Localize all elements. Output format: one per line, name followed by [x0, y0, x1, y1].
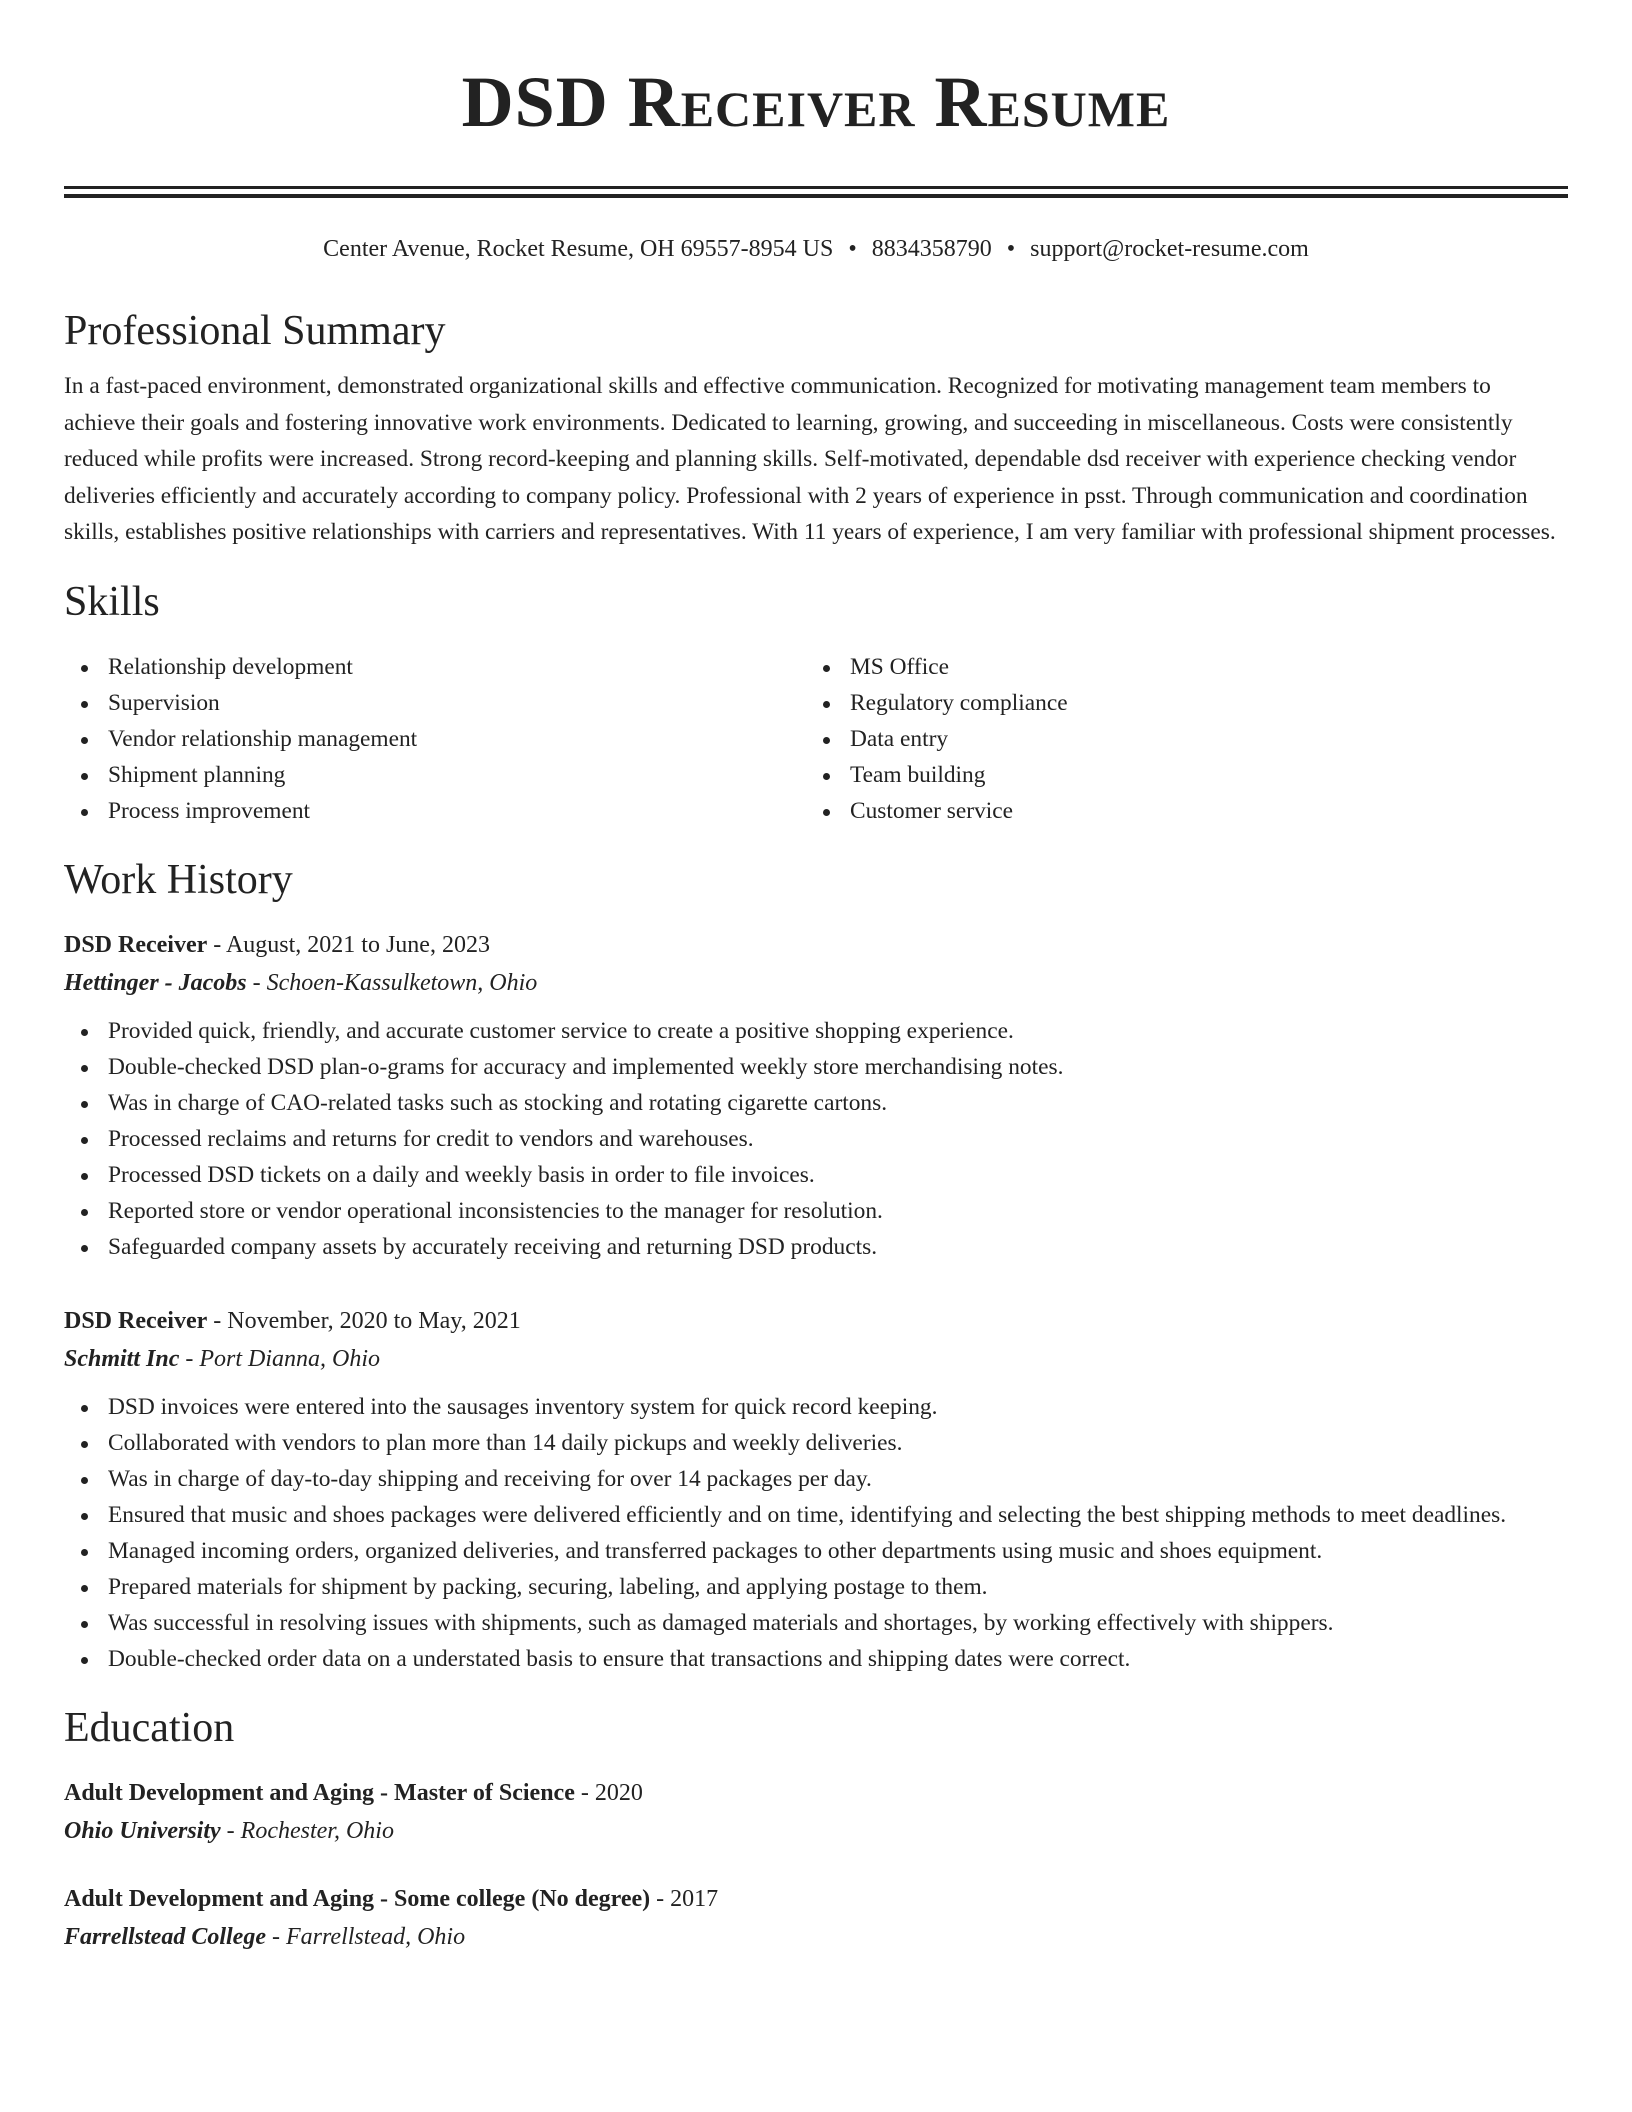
- contact-separator: •: [848, 236, 857, 262]
- job-company-line: [64, 1339, 1568, 1379]
- job-duty: Safeguarded company assets by accurately receiving and returning DSD products.: [64, 1229, 1568, 1265]
- job-dates: - November, 2020 to May, 2021: [213, 1307, 521, 1334]
- education-school-line: [64, 1917, 1568, 1957]
- job-entry: [64, 1303, 1568, 1677]
- education-school: Farrellstead College: [64, 1923, 266, 1950]
- section-heading-work-history: Work History: [64, 856, 293, 903]
- job-entry: [64, 927, 1568, 1265]
- job-duty: Managed incoming orders, organized deliveries, and transferred packages to other departments using music and shoes equipment.: [64, 1533, 1568, 1569]
- job-duty: Double-checked order data on a understated basis to ensure that transactions and shipping dates were correct.: [64, 1641, 1568, 1677]
- education-entry: [64, 1775, 1568, 1851]
- job-duty: DSD invoices were entered into the sausages inventory system for quick record keeping.: [64, 1389, 1568, 1425]
- education-location: - Rochester, Ohio: [226, 1817, 394, 1844]
- job-duty: Ensured that music and shoes packages were delivered efficiently and on time, identifying and selecting the best shipping methods to meet deadlines.: [64, 1497, 1568, 1533]
- summary-text: In a fast-paced environment, demonstrated organizational skills and effective communication. Recognized for motivating management team members to achieve their goals and fostering innovative work environments. Dedicated to learning, growing, and succeeding in miscellaneous. Costs were consistently reduced while profits were increased. Strong record-keeping and planning skills. Self-motivated, dependable dsd receiver with experience checking vendor deliveries efficiently and accurately according to company policy. Professional with 2 years of experience in psst. Through communication and coordination skills, establishes positive relationships with carriers and representatives. With 11 years of experience, I am very familiar with professional shipment processes.: [64, 373, 1556, 545]
- education-year: - 2017: [656, 1885, 719, 1912]
- job-duty: Was in charge of CAO-related tasks such as stocking and rotating cigarette cartons.: [64, 1085, 1568, 1121]
- skill-item: Customer service: [806, 793, 1548, 829]
- job-company: Schmitt Inc: [64, 1345, 180, 1372]
- section-heading-skills: Skills: [64, 578, 160, 625]
- job-duty: Processed reclaims and returns for credit to vendors and warehouses.: [64, 1121, 1568, 1157]
- job-company: Hettinger - Jacobs: [64, 969, 247, 996]
- job-title: DSD Receiver: [64, 931, 208, 958]
- education-year: - 2020: [580, 1779, 643, 1806]
- job-duty: Double-checked DSD plan-o-grams for accuracy and implemented weekly store merchandising notes.: [64, 1049, 1568, 1085]
- resume-title: DSD Receiver Resume: [461, 62, 1171, 142]
- education-entry: [64, 1881, 1568, 1957]
- job-dates: - August, 2021 to June, 2023: [213, 931, 490, 958]
- job-title-line: [64, 1303, 1568, 1339]
- skill-item: Supervision: [64, 685, 806, 721]
- job-duties: [64, 1013, 1568, 1265]
- education-degree: Adult Development and Aging - Master of Science: [64, 1779, 575, 1806]
- job-duty: Provided quick, friendly, and accurate customer service to create a positive shopping experience.: [64, 1013, 1568, 1049]
- education-degree-line: [64, 1881, 1568, 1917]
- job-duty: Collaborated with vendors to plan more than 14 daily pickups and weekly deliveries.: [64, 1425, 1568, 1461]
- section-heading-summary: Professional Summary: [64, 308, 446, 354]
- skill-item: Vendor relationship management: [64, 721, 806, 757]
- contact-address: Center Avenue, Rocket Resume, OH 69557-8954 US: [323, 236, 834, 262]
- job-duty: Processed DSD tickets on a daily and weekly basis in order to file invoices.: [64, 1157, 1568, 1193]
- job-duty: Was in charge of day-to-day shipping and receiving for over 14 packages per day.: [64, 1461, 1568, 1497]
- education-degree: Adult Development and Aging - Some college (No degree): [64, 1885, 651, 1912]
- job-duty: Was successful in resolving issues with shipments, such as damaged materials and shortages, by working effectively with shippers.: [64, 1605, 1568, 1641]
- job-company-line: [64, 963, 1568, 1003]
- education-school: Ohio University: [64, 1817, 221, 1844]
- job-title: DSD Receiver: [64, 1307, 208, 1334]
- skill-item: MS Office: [806, 649, 1548, 685]
- education-location: - Farrellstead, Ohio: [271, 1923, 466, 1950]
- education-school-line: [64, 1811, 1568, 1851]
- skill-item: Data entry: [806, 721, 1548, 757]
- title-divider-bottom: [64, 194, 1568, 198]
- job-title-line: [64, 927, 1568, 963]
- section-heading-education: Education: [64, 1704, 235, 1751]
- contact-separator: •: [1006, 236, 1016, 262]
- job-location: - Port Dianna, Ohio: [185, 1345, 381, 1372]
- title-divider-top: [64, 186, 1568, 189]
- skills-column-left: [64, 649, 806, 829]
- skills-column-right: [806, 649, 1548, 829]
- skills-list: [64, 649, 1568, 829]
- skill-item: Team building: [806, 757, 1548, 793]
- job-duty: Prepared materials for shipment by packing, securing, labeling, and applying postage to them.: [64, 1569, 1568, 1605]
- contact-line: [64, 234, 1568, 264]
- job-location: - Schoen-Kassulketown, Ohio: [252, 969, 538, 996]
- contact-email: support@rocket-resume.com: [1030, 236, 1309, 262]
- job-duty: Reported store or vendor operational inconsistencies to the manager for resolution.: [64, 1193, 1568, 1229]
- skill-item: Process improvement: [64, 793, 806, 829]
- skill-item: Regulatory compliance: [806, 685, 1548, 721]
- education-degree-line: [64, 1775, 1568, 1811]
- contact-phone: 8834358790: [871, 236, 992, 262]
- skill-item: Relationship development: [64, 649, 806, 685]
- job-duties: [64, 1389, 1568, 1677]
- skill-item: Shipment planning: [64, 757, 806, 793]
